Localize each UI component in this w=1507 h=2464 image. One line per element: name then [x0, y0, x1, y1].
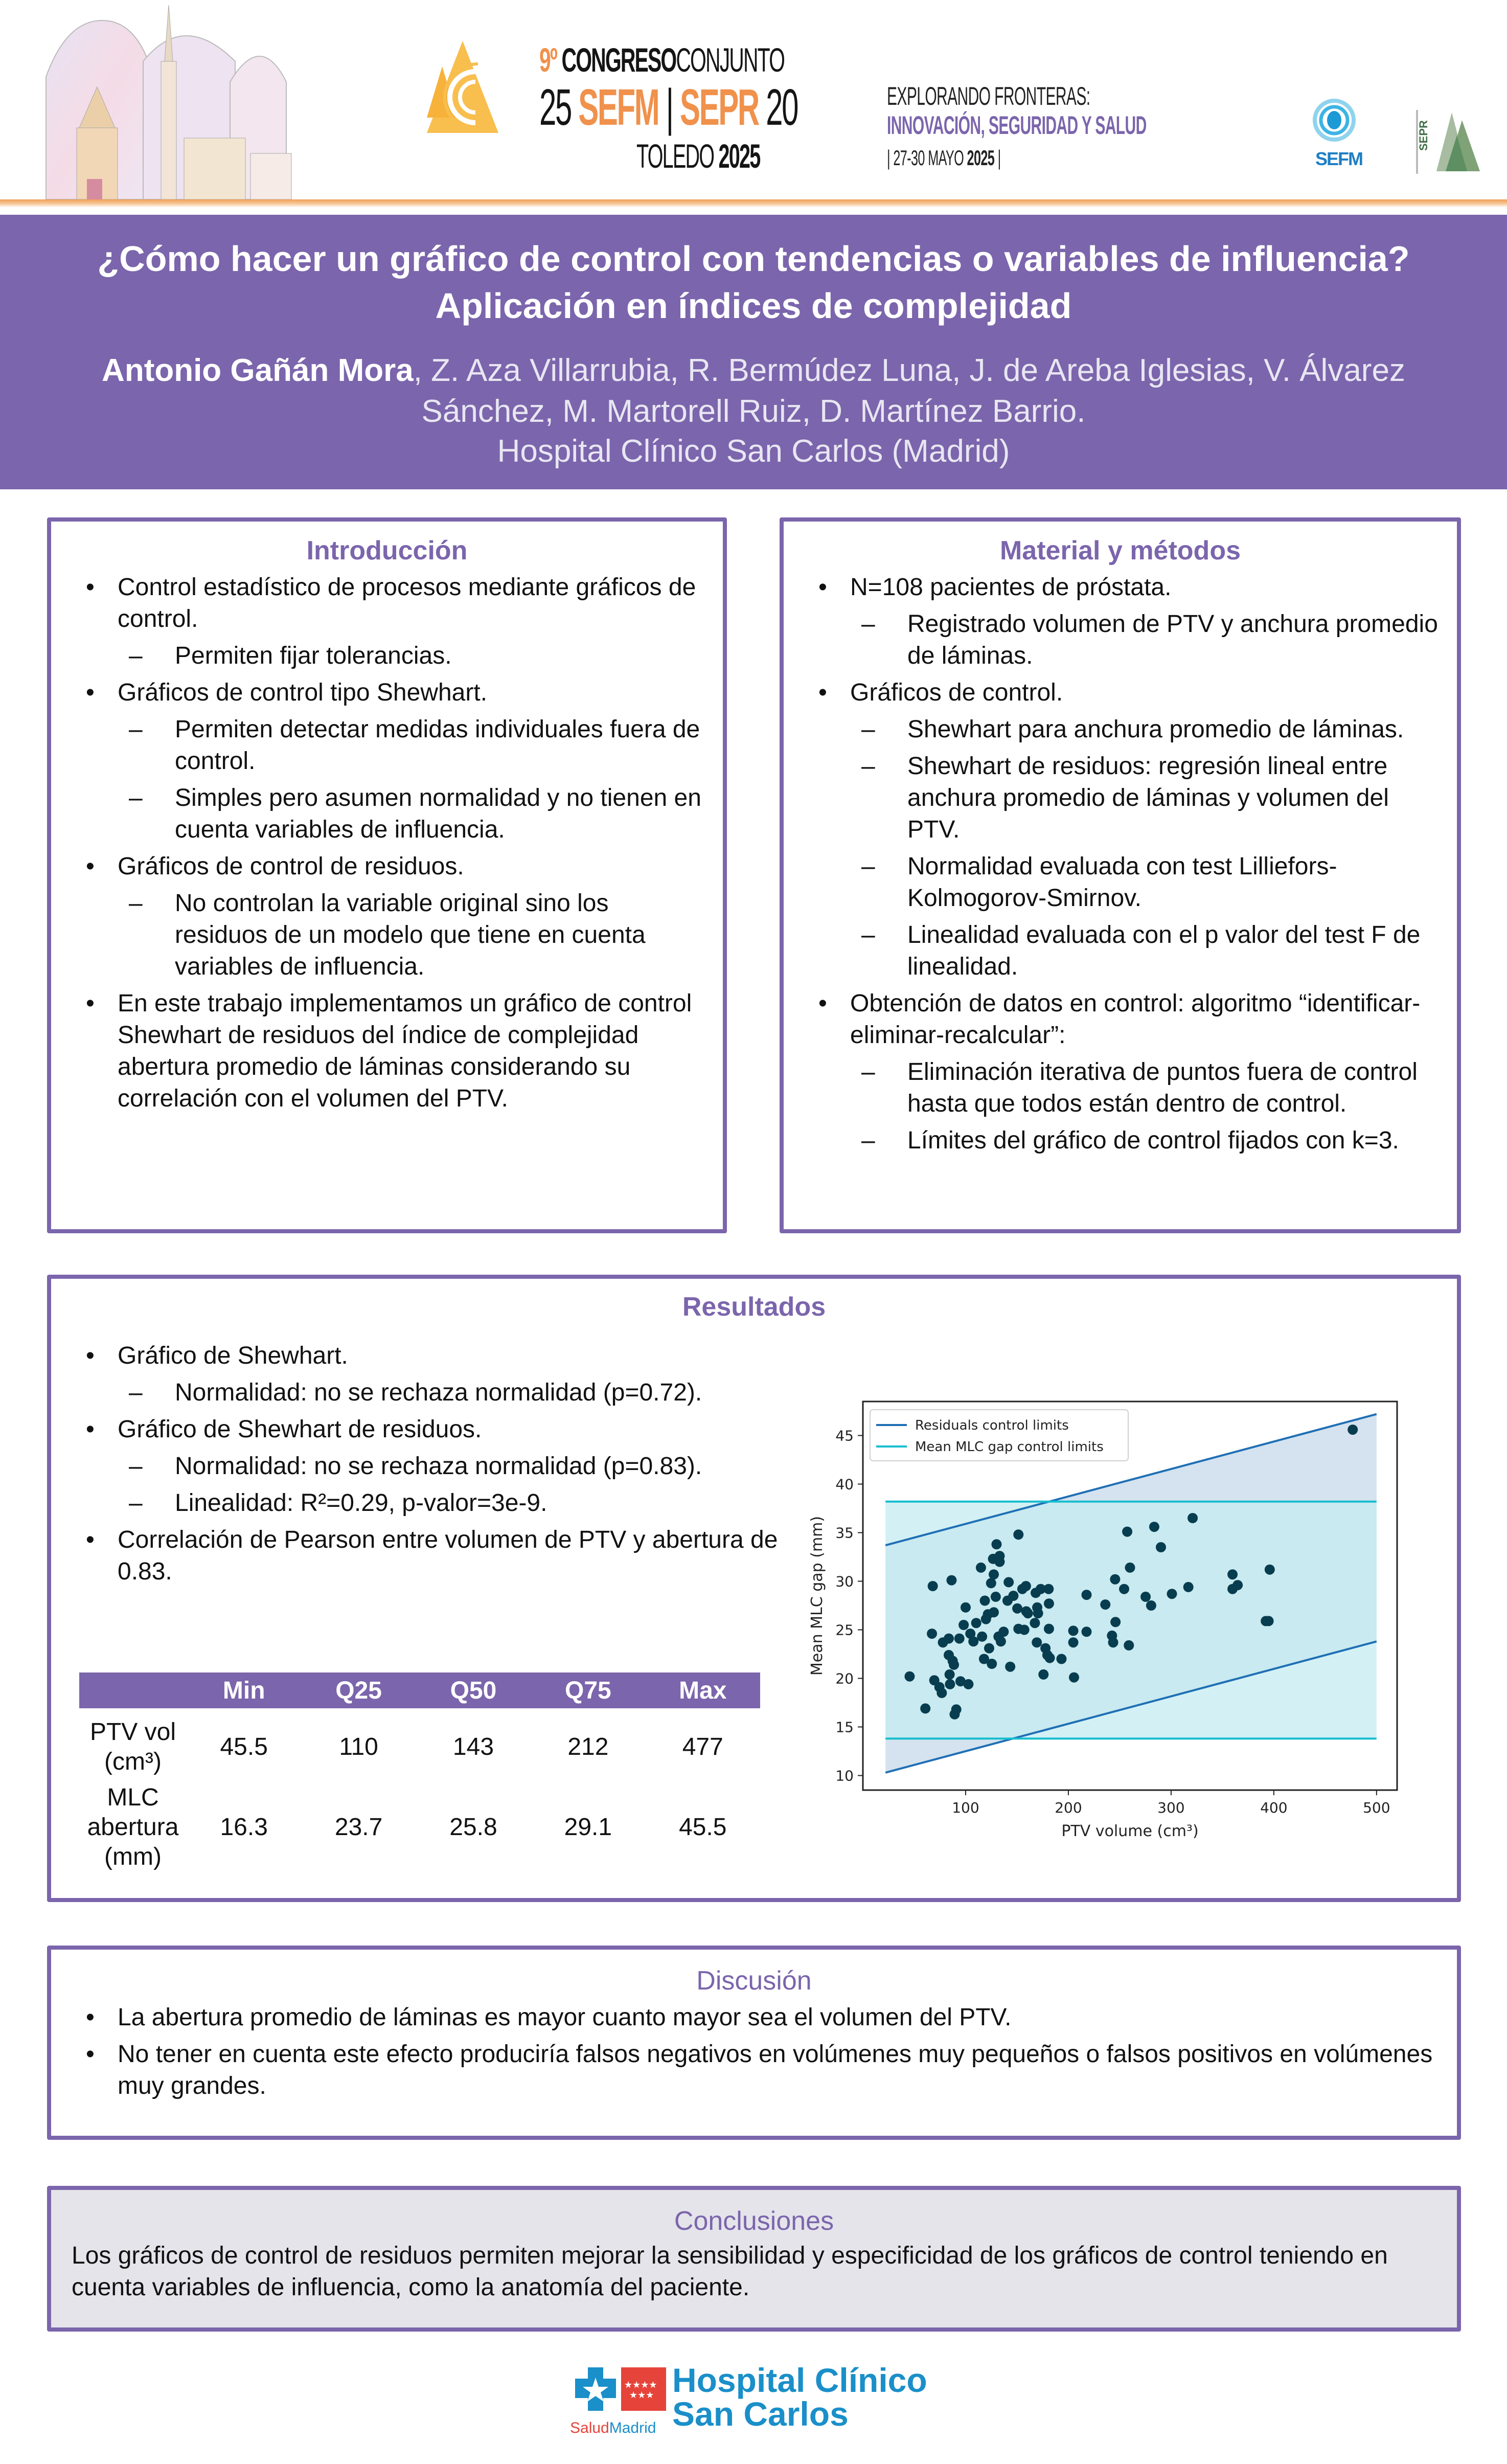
data-point [971, 1618, 981, 1628]
section-heading: Conclusiones [674, 2206, 834, 2236]
data-point [1348, 1425, 1358, 1435]
descriptive-stats-table [79, 1672, 760, 1875]
bullet-item: • No tener en cuenta este efecto produciría falsos negativos en volúmenes muy pequeños o falsos positivos en volúmenes muy grandes. [66, 2039, 1442, 2102]
y-tick-label: 10 [835, 1767, 854, 1784]
data-point [989, 1569, 999, 1579]
row-label: PTV vol (cm³) [89, 1719, 176, 1775]
x-tick-label: 100 [952, 1799, 979, 1816]
data-point [1264, 1616, 1274, 1626]
data-point [1122, 1527, 1132, 1537]
bullet-list [66, 572, 707, 1115]
section-heading: Resultados [682, 1292, 826, 1322]
affiliation: Hospital Clínico San Carlos (Madrid) [497, 434, 1010, 469]
table-header-cell: Q25 [301, 1672, 416, 1708]
data-point [1227, 1569, 1238, 1579]
data-point [991, 1592, 1001, 1602]
data-point [1056, 1654, 1066, 1664]
data-point [1044, 1598, 1054, 1609]
control-band-fill [885, 1502, 1377, 1739]
data-point [1265, 1565, 1275, 1575]
poster-title-block [0, 215, 1507, 489]
section-heading: Discusión [696, 1966, 812, 1996]
scatter-control-chart [807, 1381, 1410, 1857]
congress-tagline: EXPLORANDO FRONTERAS: INNOVACIÓN, SEGURIDAD Y SALUD | 27-30 MAYO 2025 | [887, 82, 1147, 176]
y-tick-label: 40 [835, 1476, 854, 1493]
author-list [61, 350, 1446, 432]
section-introduccion [47, 517, 727, 1233]
data-point [996, 1636, 1006, 1646]
data-point [951, 1704, 962, 1714]
y-axis-label: Mean MLC gap (mm) [808, 1516, 826, 1676]
data-point [944, 1634, 954, 1644]
legend-label: Residuals control limits [915, 1418, 1069, 1433]
table-header-cell: Min [187, 1672, 301, 1708]
legend-label: Mean MLC gap control limits [915, 1439, 1104, 1455]
bullet-list [799, 572, 1442, 1157]
table-header-cell: Q50 [416, 1672, 531, 1708]
sub-bullet-item: – Shewhart para anchura promedio de láminas. [799, 714, 1442, 745]
data-point [1032, 1637, 1042, 1647]
table-header-row [79, 1672, 760, 1708]
data-point [961, 1602, 971, 1613]
data-point [994, 1557, 1004, 1567]
y-tick-label: 20 [835, 1670, 854, 1687]
data-point [1008, 1591, 1018, 1601]
data-point [1081, 1590, 1091, 1600]
sub-bullet-item: – Linealidad: R²=0.29, p-valor=3e-9. [66, 1487, 782, 1519]
bullet-item: • Gráficos de control tipo Shewhart. [66, 677, 707, 709]
data-point [1140, 1592, 1151, 1602]
data-point [928, 1581, 938, 1591]
salud-madrid-emblem-icon [570, 2367, 667, 2418]
data-point [954, 1634, 965, 1644]
x-tick-label: 300 [1157, 1799, 1185, 1816]
toledo-architecture-illustration [31, 0, 383, 199]
sepr-logo-icon [1416, 110, 1482, 174]
data-point [1110, 1574, 1120, 1585]
results-text [66, 1335, 782, 1588]
table-cell: 110 [339, 1733, 378, 1760]
data-point [1044, 1624, 1054, 1634]
data-point [920, 1703, 930, 1713]
section-resultados [47, 1275, 1461, 1902]
data-point [1146, 1600, 1156, 1611]
sefm-logo-text: SEFM [1315, 148, 1363, 169]
data-point [1124, 1640, 1134, 1651]
data-point [946, 1575, 956, 1586]
bullet-item: • Obtención de datos en control: algoritmo “identificar-eliminar-recalcular”: [799, 988, 1442, 1051]
data-point [1069, 1672, 1079, 1683]
congress-line-2: 25 SEFM | SEPR 20 [539, 79, 798, 136]
section-heading: Material y métodos [999, 536, 1241, 566]
sub-bullet-item: – Normalidad evaluada con test Lilliefors-Kolmogorov-Smirnov. [799, 851, 1442, 914]
table-cell: 29.1 [564, 1814, 612, 1841]
data-point [977, 1632, 987, 1642]
sub-bullet-item: – Normalidad: no se rechaza normalidad (p=0.83). [66, 1451, 782, 1482]
congress-line-1: 9º CONGRESOCONJUNTO [539, 41, 785, 79]
conclusion-text: Los gráficos de control de residuos permiten mejorar la sensibilidad y especificidad de los gráficos de control teniendo en cuenta variables de influencia, como la anatomía del paciente. [72, 2242, 1388, 2301]
sub-bullet-item: – Linealidad evaluada con el p valor del test F de linealidad. [799, 919, 1442, 983]
data-point [1019, 1625, 1030, 1635]
bullet-item: • Gráficos de control. [799, 677, 1442, 709]
y-tick-label: 15 [835, 1719, 854, 1736]
congress-dates: | 27-30 MAYO 2025 | [887, 146, 1001, 170]
data-point [980, 1596, 990, 1606]
table-cell: 143 [452, 1733, 494, 1760]
data-point [1119, 1584, 1129, 1594]
svg-text:SEPR: SEPR [1417, 120, 1430, 151]
data-point [1033, 1608, 1043, 1618]
hospital-name: Hospital Clínico San Carlos [672, 2361, 927, 2433]
table-cell: 16.3 [220, 1814, 268, 1841]
data-point [991, 1539, 1001, 1549]
coauthors: , Z. Aza Villarrubia, R. Bermúdez Luna, J. de Areba Iglesias, V. Álvarez Sánchez, M. Martorell Ruiz, D. Martínez Barrio. [413, 353, 1405, 429]
sub-bullet-item: – Eliminación iterativa de puntos fuera de control hasta que todos están dentro de control. [799, 1056, 1442, 1120]
data-point [1068, 1637, 1079, 1647]
bullet-item: • Gráfico de Shewhart de residuos. [66, 1414, 782, 1445]
congress-line-3: TOLEDO 2025 [636, 137, 760, 175]
section-heading: Introducción [306, 536, 468, 566]
y-tick-label: 45 [835, 1427, 854, 1444]
sub-bullet-item: – Permiten detectar medidas individuales fuera de control. [66, 714, 707, 777]
data-point [1183, 1582, 1194, 1592]
header-divider-stripe [0, 199, 1507, 208]
y-tick-label: 30 [835, 1573, 854, 1590]
x-tick-label: 200 [1055, 1799, 1082, 1816]
section-material-metodos [780, 517, 1461, 1233]
table-header-cell: Q75 [531, 1672, 645, 1708]
data-point [1149, 1522, 1159, 1532]
data-point [1043, 1584, 1054, 1594]
data-point [1167, 1589, 1177, 1599]
lead-author: Antonio Gañán Mora [102, 353, 414, 388]
sub-bullet-item: – Shewhart de residuos: regresión lineal entre anchura promedio de láminas y volumen del PTV. [799, 751, 1442, 846]
data-point [1030, 1618, 1040, 1628]
bullet-list [66, 1340, 782, 1588]
data-point [998, 1626, 1009, 1637]
data-point [1021, 1581, 1031, 1591]
sub-bullet-item: – No controlan la variable original sino los residuos de un modelo que tiene en cuenta variables de influencia. [66, 888, 707, 983]
data-point [1005, 1662, 1015, 1672]
hospital-logo [570, 2362, 958, 2439]
data-point [989, 1607, 999, 1617]
poster-title: ¿Cómo hacer un gráfico de control con tendencias o variables de influencia? Aplicación en índices de complejidad [97, 239, 1410, 326]
data-point [1013, 1529, 1023, 1540]
section-conclusiones [47, 2186, 1461, 2332]
sub-bullet-item: – Simples pero asumen normalidad y no tienen en cuenta variables de influencia. [66, 782, 707, 846]
data-point [945, 1669, 955, 1680]
table-cell: 45.5 [220, 1733, 268, 1760]
bullet-item: • Gráficos de control de residuos. [66, 851, 707, 883]
data-point [1108, 1637, 1118, 1647]
section-discusion [47, 1946, 1461, 2140]
conference-banner [0, 0, 1507, 202]
data-point [904, 1671, 915, 1682]
bullet-item: • Gráfico de Shewhart. [66, 1340, 782, 1372]
data-point [968, 1636, 978, 1646]
bullet-item: • N=108 pacientes de próstata. [799, 572, 1442, 603]
data-point [1038, 1669, 1048, 1680]
bullet-list [66, 2002, 1442, 2102]
data-point [1110, 1617, 1121, 1627]
table-header-cell: Max [646, 1672, 760, 1708]
congress-triangle-logo-icon [427, 41, 514, 143]
table-cell: 477 [682, 1733, 723, 1760]
bullet-item: • Correlación de Pearson entre volumen de PTV y abertura de 0.83. [66, 1524, 782, 1588]
sub-bullet-item: – Normalidad: no se rechaza normalidad (p=0.72). [66, 1377, 782, 1409]
data-point [1100, 1599, 1110, 1610]
y-tick-label: 25 [835, 1621, 854, 1639]
data-point [937, 1688, 947, 1698]
data-point [986, 1578, 996, 1588]
table-cell: 212 [567, 1733, 609, 1760]
table-cell: 23.7 [334, 1814, 383, 1841]
x-tick-label: 400 [1260, 1799, 1288, 1816]
svg-text:★★★★: ★★★★ [624, 2380, 657, 2390]
bullet-item: • La abertura promedio de láminas es mayor cuanto mayor sea el volumen del PTV. [66, 2002, 1442, 2033]
salud-madrid-wordmark: SaludMadrid [570, 2420, 656, 2436]
data-point [958, 1620, 969, 1630]
data-point [927, 1629, 937, 1639]
sub-bullet-item: – Registrado volumen de PTV y anchura promedio de láminas. [799, 608, 1442, 672]
data-point [1012, 1603, 1022, 1614]
data-point [1125, 1563, 1135, 1573]
bullet-item: • En este trabajo implementamos un gráfico de control Shewhart de residuos del índice de complejidad abertura promedio de láminas considerando su correlación con el volumen del PTV. [66, 988, 707, 1115]
data-point [945, 1679, 955, 1689]
data-point [1003, 1577, 1014, 1587]
table-row [79, 1780, 760, 1875]
table-header-cell [79, 1672, 187, 1708]
data-point [1068, 1625, 1079, 1636]
sub-bullet-item: – Permiten fijar tolerancias. [66, 640, 707, 672]
x-tick-label: 500 [1363, 1799, 1390, 1816]
data-point [984, 1643, 994, 1654]
svg-text:★★★: ★★★ [629, 2390, 654, 2401]
table-row [79, 1714, 760, 1780]
data-point [949, 1660, 959, 1670]
data-point [1081, 1626, 1091, 1637]
sub-bullet-item: – Límites del gráfico de control fijados con k=3. [799, 1125, 1442, 1157]
data-point [987, 1659, 997, 1669]
x-axis-label: PTV volume (cm³) [1061, 1822, 1199, 1840]
table-cell: 25.8 [449, 1814, 497, 1841]
data-point [1045, 1653, 1055, 1663]
y-tick-label: 35 [835, 1524, 854, 1542]
bullet-item: • Control estadístico de procesos mediante gráficos de control. [66, 572, 707, 635]
data-point [1023, 1608, 1033, 1618]
data-point [1232, 1580, 1243, 1590]
row-label: MLC abertura (mm) [87, 1784, 179, 1870]
data-point [976, 1563, 986, 1573]
data-point [1188, 1513, 1198, 1523]
control-chart-figure [807, 1381, 1410, 1857]
data-point [963, 1679, 973, 1689]
table-cell: 45.5 [679, 1814, 727, 1841]
data-point [1156, 1542, 1166, 1552]
